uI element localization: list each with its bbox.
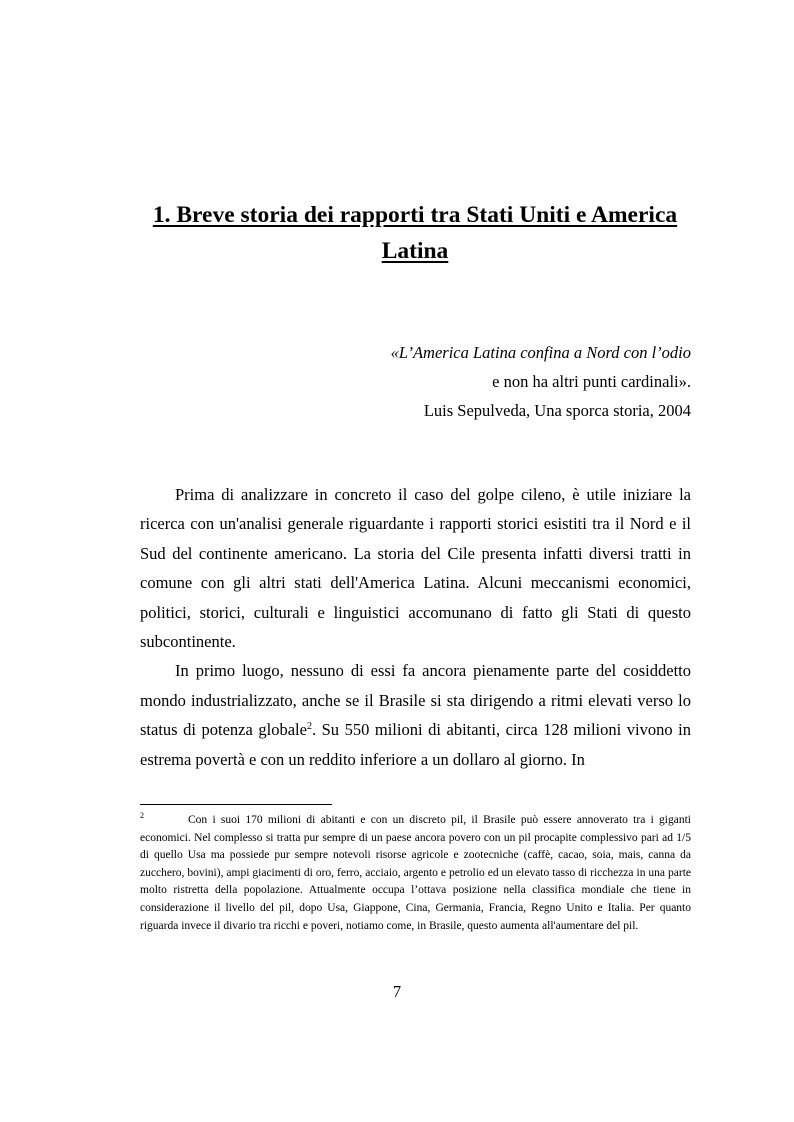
chapter-title-line1: 1. Breve storia dei rapporti tra Stati Uniti e America [152,202,678,228]
footnote-separator [140,804,332,805]
epigraph-quote-line2: e non ha altri punti cardinali». [492,372,691,391]
body-text [140,480,691,774]
chapter-title-line2: Latina [381,238,449,264]
paragraph-2 [140,656,691,774]
page-number: 7 [392,982,402,1001]
paragraph-1: Prima di analizzare in concreto il caso del golpe cileno, è utile iniziare la ricerca con un'analisi generale riguardante i rapporti storici esistiti tra il Nord e il Sud del continente americano. La storia del Cile presenta infatti diversi tratti in comune con gli altri stati dell'America Latina. Alcuni meccanismi economici, politici, storici, culturali e linguistici accomunano di fatto gli Stati di questo subcontinente. [140,485,691,652]
chapter-title [140,197,690,269]
epigraph-quote-line1: «L’America Latina confina a Nord con l’odio [390,343,691,362]
footnote-reference[interactable]: 2 [306,721,312,733]
footnote: 2 Con i suoi 170 milioni di abitanti e con un discreto pil, il Brasile può essere annoverato tra i giganti economici. Nel complesso si tratta pur sempre di un paese ancora povero con un pil procapite complessivo pari ad 1/5 di quello Usa ma possiede pur sempre notevoli risorse agricole e zootecniche (caffè, cacao, soia, mais, canna da zucchero, bovini), ampi giacimenti di oro, ferro, acciaio, argento e petrolio ed un elevato tasso di ricchezza in una parte molto ristretta della popolazione. Attualmente occupa l’ottava posizione nella classifica mondiale che tiene in considerazione il livello del pil, dopo Usa, Giappone, Cina, Germania, Francia, Regno Unito e Italia. Per quanto riguarda invece il divario tra ricchi e poveri, notiamo come, in Brasile, questo aumenta all'aumentare del pil. [140,811,691,932]
footnote-text: Con i suoi 170 milioni di abitanti e con un discreto pil, il Brasile può essere annoverato tra i giganti economici. Nel complesso si tratta pur sempre di un paese ancora povero con un pil procapite complessivo pari ad 1/5 di quello Usa ma possiede pur sempre notevoli risorse agricole e zootecniche (caffè, cacao, soia, mais, canna da zucchero, bovini), ampi giacimenti di oro, ferro, acciaio, argento e petrolio ed un elevato tasso di ricchezza in una parte molto ristretta della popolazione. Attualmente occupa l’ottava posizione nella classifica mondiale che tiene in considerazione il livello del pil, dopo Usa, Giappone, Cina, Germania, Francia, Regno Unito e Italia. Per quanto riguarda invece il divario tra ricchi e poveri, notiamo come, in Brasile, questo aumenta all'aumentare del pil. [140,814,691,932]
paragraph-2-before: In primo luogo, nessuno di essi fa ancora pienamente parte del cosiddetto mondo industrializzato, anche se il Brasile si sta dirigendo a ritmi elevati verso lo status di potenza globale [140,661,691,740]
epigraph [140,338,691,425]
epigraph-attribution: Luis Sepulveda, Una sporca storia, 2004 [423,401,691,420]
paragraph-2-after: . Su 550 milioni di abitanti, circa 128 milioni vivono in estrema povertà e con un reddito inferiore a un dollaro al giorno. In [140,720,691,769]
